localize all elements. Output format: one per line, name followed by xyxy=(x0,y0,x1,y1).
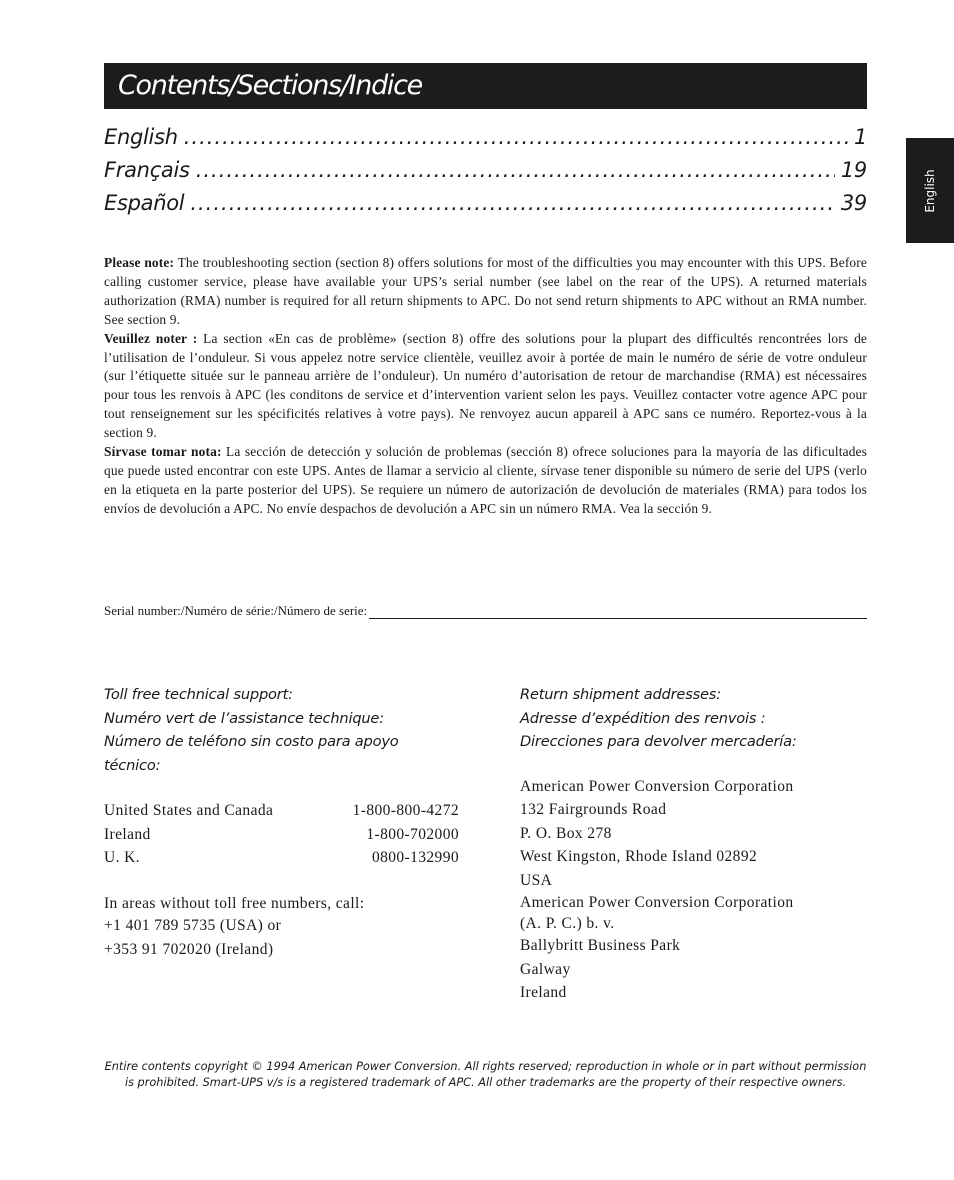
page-title: Contents/Sections/Indice xyxy=(118,70,422,101)
toc-page: 39 xyxy=(840,191,867,215)
phone-region: U. K. xyxy=(104,849,141,866)
toc-page: 1 xyxy=(853,125,867,149)
serial-number-line[interactable] xyxy=(369,602,867,619)
phone-row xyxy=(104,799,459,823)
contents-header-bar xyxy=(104,63,867,109)
note-text: The troubleshooting section (section 8) offers solutions for most of the difficulties you may encounter with this UPS. Before calling customer service, please have available your UPS’s serial number (see label on the rear of the UPS). A returned materials authorization (RMA) number is required for all return shipments to APC. Do not send return shipments to APC without an RMA number. See section 9. xyxy=(104,255,867,327)
phone-region: United States and Canada xyxy=(104,802,274,819)
returns-heading-es: Direcciones para devolver mercadería: xyxy=(520,733,797,750)
other-numbers-intro: In areas without toll free numbers, call: xyxy=(104,894,365,912)
address-line: West Kingston, Rhode Island 02892 xyxy=(520,848,758,865)
notes-section xyxy=(104,254,867,519)
support-heading-fr: Numéro vert de l’assistance technique: xyxy=(104,709,384,727)
note-english xyxy=(104,254,867,330)
side-tab-label: English xyxy=(923,168,937,213)
phone-number: 0800-132990 xyxy=(371,849,459,866)
toc-entry-espanol[interactable] xyxy=(104,188,867,218)
serial-number-field xyxy=(104,602,867,619)
toc-page: 19 xyxy=(840,158,867,182)
address-line: Ireland xyxy=(520,984,567,1001)
toc-entry-english[interactable] xyxy=(104,122,867,152)
support-heading-en: Toll free technical support: xyxy=(104,686,293,703)
phone-region: Ireland xyxy=(104,825,151,843)
address-ireland xyxy=(520,892,870,1005)
other-number-usa: +1 401 789 5735 (USA) or xyxy=(104,917,282,934)
toc-leader-dots xyxy=(190,188,835,218)
note-text: La section «En cas de problème» (section 8) offre des solutions pour la plupart des difficultés rencontrées lors de l’utilisation de l’onduleur. Si vous appelez notre service clientèle, veuillez avoir à portée de main le numéro de série de votre onduleur (sur l’étiquette située sur le panneau arrière de l’onduleur). Un numéro d’autorisation de retour de marchandise (RMA) est nécessaires pour tous les renvois à APC (les conditons de service et d’intervention varient selon les pays. Veuillez contacter votre agence APC pour tout renseignement sur les spécificités relatives à votre pays). Ne renvoyez aucun appareil à APC sans ce numéro. Reportez-vous à la section 9. xyxy=(104,330,868,441)
address-usa xyxy=(520,775,870,893)
toc-label: Français xyxy=(104,158,190,182)
toc-label: Español xyxy=(104,191,185,215)
serial-number-label: Serial number:/Numéro de série:/Número de serie: xyxy=(104,603,368,618)
note-spanish xyxy=(104,443,867,519)
address-line: American Power Conversion Corporation xyxy=(520,894,794,911)
address-line: P. O. Box 278 xyxy=(520,824,612,842)
other-number-ireland: +353 91 702020 (Ireland) xyxy=(104,941,274,958)
toc-leader-dots xyxy=(184,122,848,152)
return-addresses-section xyxy=(520,683,870,1005)
copyright-footer: Entire contents copyright © 1994 American Power Conversion. All rights reserved; reproduction in whole or in part without permission is prohibited. Smart-UPS v/s is a registered trademark of APC. All other trademarks are the property of their respective owners. xyxy=(104,1060,867,1089)
address-line: USA xyxy=(520,871,553,889)
note-heading: Veuillez noter : xyxy=(104,330,198,346)
toc-entry-francais[interactable] xyxy=(104,155,867,185)
toc-label: English xyxy=(104,125,178,149)
phone-row xyxy=(104,846,459,870)
note-french xyxy=(104,330,867,443)
support-heading-es: Número de teléfono sin costo para apoyo técnico: xyxy=(104,733,399,774)
address-line: Ballybritt Business Park xyxy=(520,937,681,954)
address-line: American Power Conversion Corporation xyxy=(520,777,794,795)
phone-number: 1-800-702000 xyxy=(366,825,459,843)
address-line: (A. P. C.) b. v. xyxy=(520,915,615,932)
address-line: 132 Fairgrounds Road xyxy=(520,801,667,818)
phone-number: 1-800-800-4272 xyxy=(352,802,459,819)
phone-row xyxy=(104,823,459,847)
note-heading: Sírvase tomar nota: xyxy=(104,444,222,460)
language-side-tab[interactable] xyxy=(906,138,954,243)
note-text: La sección de detección y solución de problemas (sección 8) ofrece soluciones para la mayoría de las dificultades que puede usted encontrar con este UPS. Antes de llamar a servicio al cliente, sírvase tener disponible su número de serie del UPS (verlo en la etiqueta en la parte posterior del UPS). Se requiere un número de autorización de devolución de materiales (RMA) para todos los envíos de devolución a APC. No envíe despachos de devolución a APC sin un número RMA. Vea la sección 9. xyxy=(104,444,867,516)
returns-heading-en: Return shipment addresses: xyxy=(520,686,721,703)
technical-support-section xyxy=(104,683,464,962)
toc-leader-dots xyxy=(196,155,835,185)
note-heading: Please note: xyxy=(104,255,175,270)
address-line: Galway xyxy=(520,960,571,978)
returns-heading-fr: Adresse d’expédition des renvois : xyxy=(520,709,766,727)
